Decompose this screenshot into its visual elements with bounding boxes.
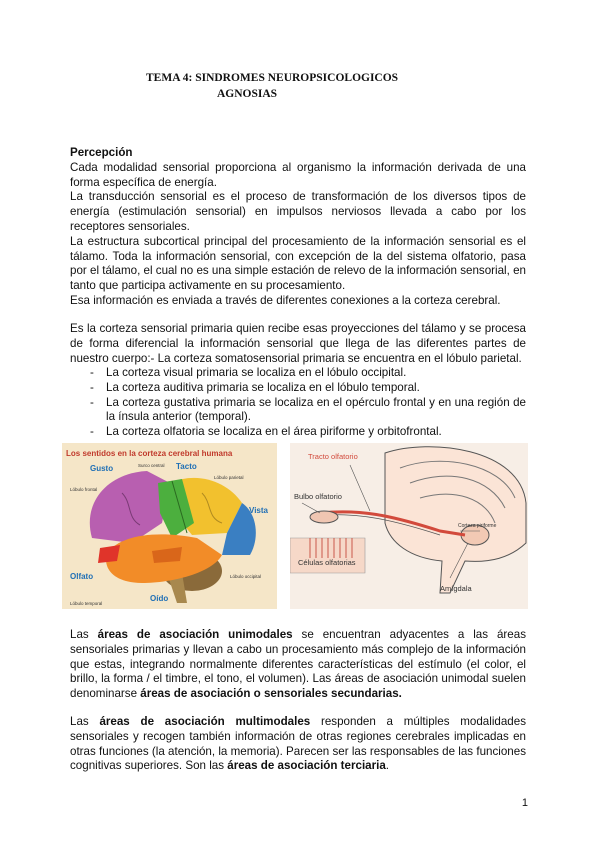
label-bulbo: Bulbo olfatorio [294, 492, 342, 501]
label-celulas: Células olfatorias [298, 558, 356, 567]
figure-title: Los sentidos en la corteza cerebral humana [66, 449, 233, 458]
nasal-cavity [290, 538, 365, 573]
label-lobulo-temporal: Lóbulo temporal [70, 601, 103, 606]
brain-senses-figure [62, 443, 277, 609]
paragraph: Es la corteza sensorial primaria quien recibe esas proyecciones del tálamo y se procesa de forma diferencial la información sensorial que llega de las diferentes partes de nuestro cuerpo:- La corteza somatosensorial primaria se encuentra en el lóbulo parietal. [70, 322, 526, 365]
perception-section [70, 146, 526, 309]
list-item: - La corteza auditiva primaria se localiza en el lóbulo temporal. [90, 380, 420, 394]
label-vista: Vista [249, 506, 268, 515]
label-tacto: Tacto [176, 462, 197, 471]
label-gusto: Gusto [90, 464, 114, 473]
cortex-list [70, 366, 526, 440]
label-corteza: Corteza piriforme [458, 523, 497, 529]
list-item: - La corteza visual primaria se localiza en el lóbulo occipital. [90, 366, 407, 379]
paragraph: Cada modalidad sensorial proporciona al organismo la información derivada de una forma específica de energía. [70, 160, 526, 189]
label-lobulo-occipital: Lóbulo occipital [230, 574, 262, 579]
olfactory-bulb [310, 511, 338, 523]
document-title: TEMA 4: SINDROMES NEUROPSICOLOGICOS [146, 72, 399, 84]
label-olfato: Olfato [70, 572, 94, 581]
paragraph: La estructura subcortical principal del procesamiento de la información sensorial es el tálamo. Toda la información sensorial, con excepción de la del sistema olfatorio, pasa por el tálamo, el cual no es una simple estación de relevo de la información sensorial, en tanto que participa activamente en su procesamiento. [70, 234, 526, 293]
label-surco-central: Surco central [138, 463, 165, 468]
paragraph: Esa información es enviada a través de diferentes conexiones a la corteza cerebral. [70, 293, 501, 307]
paragraph: La transducción sensorial es el proceso de transformación de los diversos tipos de energía (estimulación sensorial) en impulsos nerviosos llevada a cabo por los receptores sensoriales. [70, 190, 526, 233]
label-lobulo-parietal: Lóbulo parietal [214, 475, 244, 480]
document-subtitle: AGNOSIAS [217, 88, 278, 100]
multimodal-paragraph: Las áreas de asociación multimodales responden a múltiples modalidades sensoriales y recogen también información de otras regiones cerebrales implicadas en otras funciones (la atención, la memoria). Parecen ser las responsables de las funciones cognitivas superiores. Son las áreas de asociación terciaria. [70, 715, 526, 773]
section-heading: Percepción [70, 146, 133, 159]
olfactory-system-figure [290, 443, 528, 609]
label-oido: Oído [150, 594, 169, 603]
list-item: - La corteza gustativa primaria se localiza en el opérculo frontal y en una región de la ínsula anterior (temporal). [90, 395, 526, 424]
label-amigdala: Amígdala [440, 584, 472, 593]
list-item: - La corteza olfatoria se localiza en el área piriforme y orbitofrontal. [90, 425, 442, 439]
label-tracto: Tracto olfatorio [308, 452, 358, 461]
page-number: 1 [521, 797, 528, 809]
label-lobulo-frontal: Lóbulo frontal [70, 487, 98, 492]
unimodal-paragraph: Las áreas de asociación unimodales se encuentran adyacentes a las áreas sensoriales primarias y llevan a cabo un procesamiento más complejo de la información que estas, integrando normalmente diferentes características del estímulo (el color, el brillo, la forma / el timbre, el tono, el volumen). Las áreas de asociación unimodal suelen denominarse áreas de asociación o sensoriales secundarias. [70, 628, 526, 701]
